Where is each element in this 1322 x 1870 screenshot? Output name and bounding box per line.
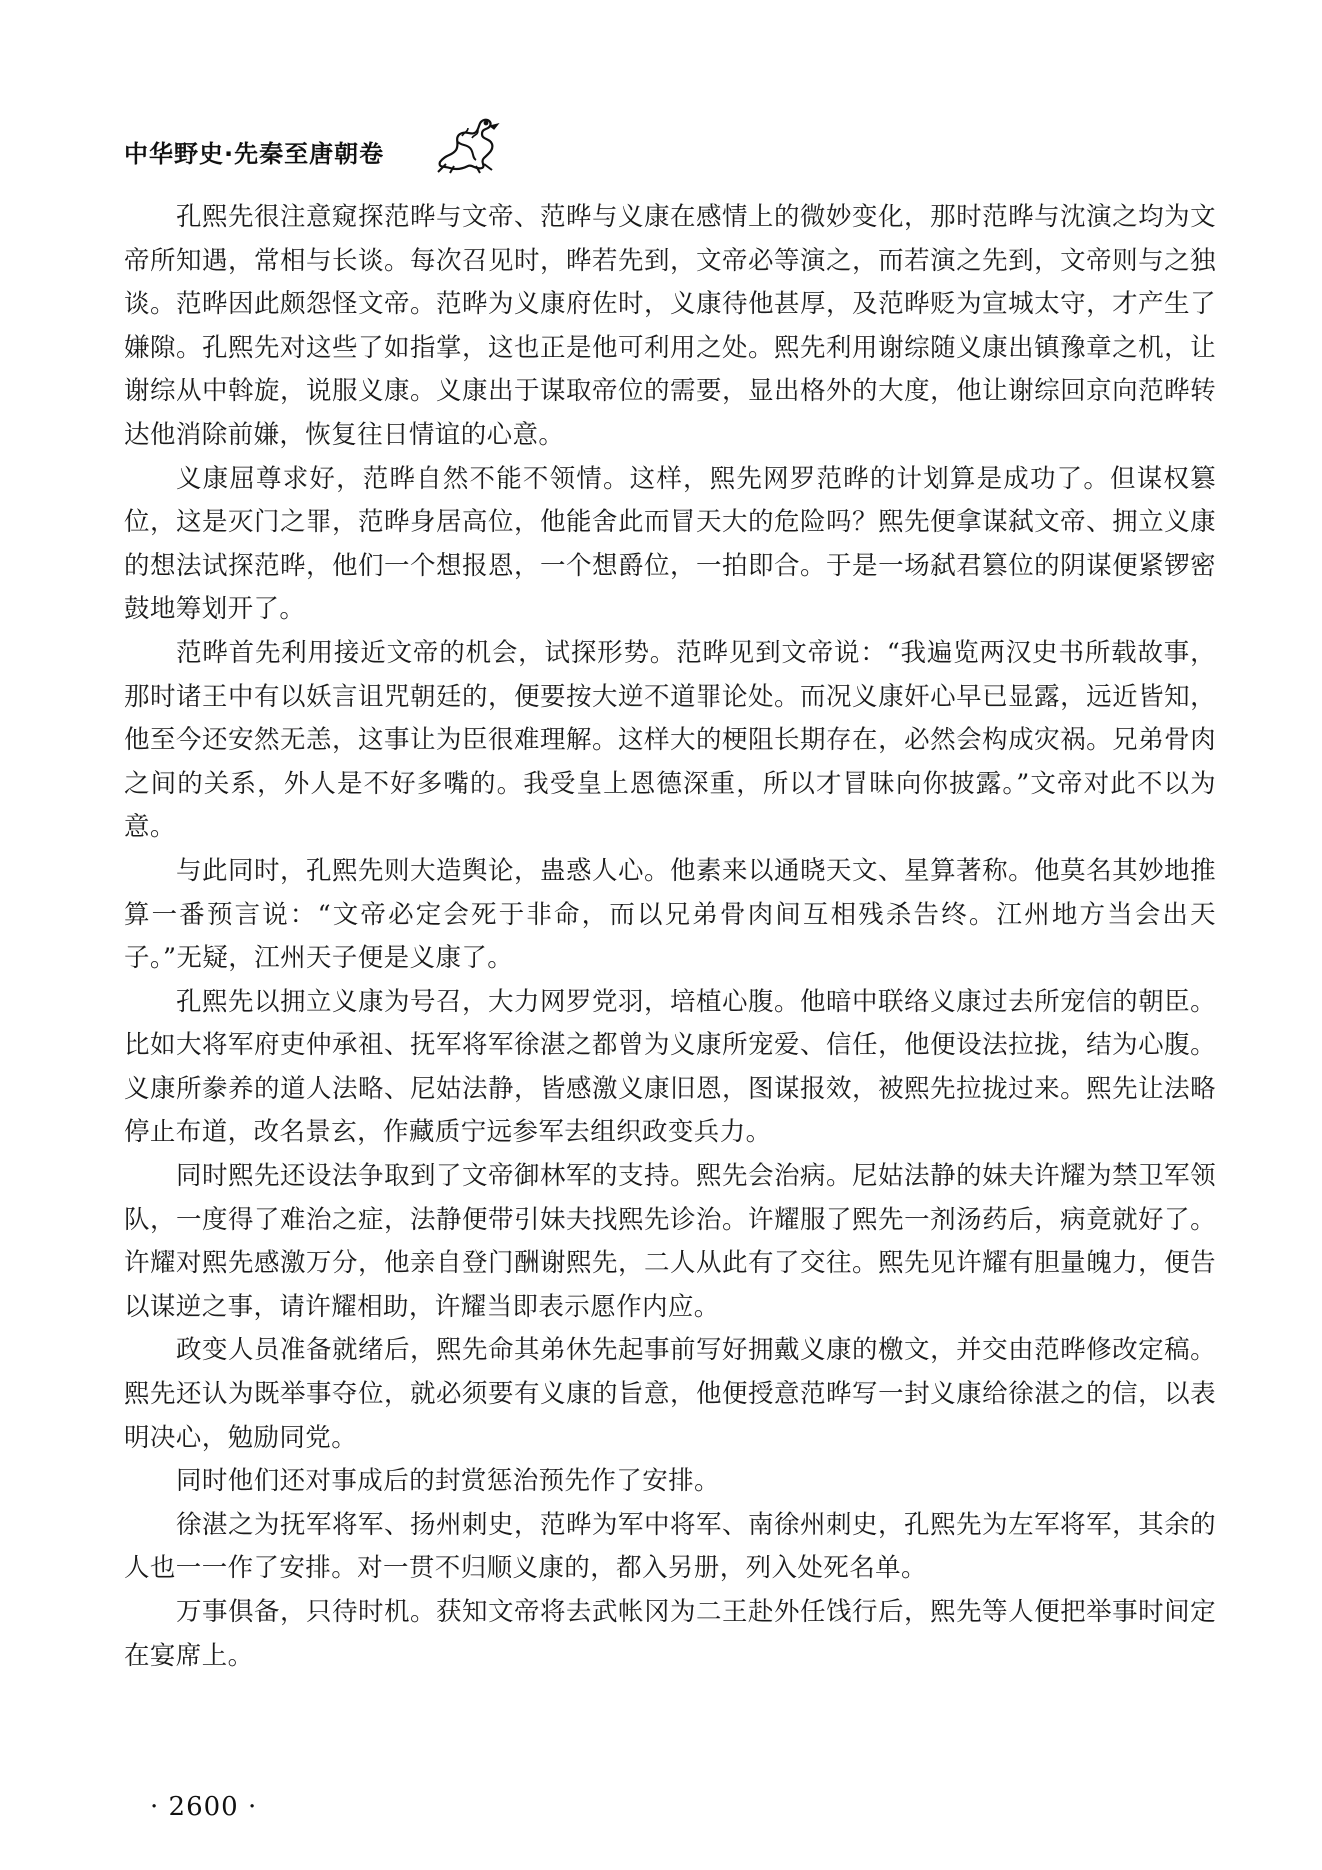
paragraph-10: 万事俱备，只待时机。获知文帝将去武帐冈为二王赴外任饯行后，熙先等人便把举事时间定在宴席上。	[124, 1597, 1216, 1671]
dragon-icon	[432, 114, 502, 174]
paragraph-7: 政变人员准备就绪后，熙先命其弟休先起事前写好拥戴义康的檄文，并交由范晔修改定稿。熙先还认为既举事夺位，就必须要有义康的旨意，他便授意范晔写一封义康给徐湛之的信，以表明决心，勉励同党。	[124, 1335, 1216, 1453]
article-body	[124, 196, 1216, 1678]
paragraph-2: 义康屈尊求好，范晔自然不能不领情。这样，熙先网罗范晔的计划算是成功了。但谋权篡位，这是灭门之罪，范晔身居高位，他能舍此而冒天大的危险吗？熙先便拿谋弑文帝、拥立义康的想法试探范晔，他们一个想报恩，一个想爵位，一拍即合。于是一场弑君篡位的阴谋便紧锣密鼓地筹划开了。	[124, 463, 1216, 625]
paragraph-6: 同时熙先还设法争取到了文帝御林军的支持。熙先会治病。尼姑法静的妹夫许耀为禁卫军领队，一度得了难治之症，法静便带引妹夫找熙先诊治。许耀服了熙先一剂汤药后，病竟就好了。许耀对熙先感激万分，他亲自登门酬谢熙先，二人从此有了交往。熙先见许耀有胆量魄力，便告以谋逆之事，请许耀相助，许耀当即表示愿作内应。	[124, 1161, 1216, 1322]
paragraph-1: 孔熙先很注意窥探范晔与文帝、范晔与义康在感情上的微妙变化，那时范晔与沈演之均为文帝所知遇，常相与长谈。每次召见时，晔若先到，文帝必等演之，而若演之先到，文帝则与之独谈。范晔因此颇怨怪文帝。范晔为义康府佐时，义康待他甚厚，及范晔贬为宣城太守，才产生了嫌隙。孔熙先对这些了如指掌，这也正是他可利用之处。熙先利用谢综随义康出镇豫章之机，让谢综从中斡旋，说服义康。义康出于谋取帝位的需要，显出格外的大度，他让谢综回京向范晔转达他消除前嫌，恢复往日情谊的心意。	[124, 202, 1216, 450]
paragraph-4: 与此同时，孔熙先则大造舆论，蛊惑人心。他素来以通晓天文、星算著称。他莫名其妙地推算一番预言说：“文帝必定会死于非命，而以兄弟骨肉间互相残杀告终。江州地方当会出天子。”无疑，江州天子便是义康了。	[124, 855, 1216, 974]
paragraph-9: 徐湛之为抚军将军、扬州刺史，范晔为军中将军、南徐州刺史，孔熙先为左军将军，其余的人也一一作了安排。对一贯不归顺义康的，都入另册，列入处死名单。	[124, 1509, 1216, 1584]
paragraph-3: 范晔首先利用接近文帝的机会，试探形势。范晔见到文帝说：“我遍览两汉史书所载故事，那时诸王中有以妖言诅咒朝廷的，便要按大逆不道罪论处。而况义康奸心早已显露，远近皆知，他至今还安然无恙，这事让为臣很难理解。这样大的梗阻长期存在，必然会构成灾祸。兄弟骨肉之间的关系，外人是不好多嘴的。我受皇上恩德深重，所以才冒昧向你披露。”文帝对此不以为意。	[124, 637, 1216, 843]
paragraph-8: 同时他们还对事成后的封赏惩治预先作了安排。	[176, 1466, 720, 1497]
paragraph-5: 孔熙先以拥立义康为号召，大力网罗党羽，培植心腹。他暗中联络义康过去所宠信的朝臣。比如大将军府吏仲承祖、抚军将军徐湛之都曾为义康所宠爱、信任，他便设法拉拢，结为心腹。义康所豢养的道人法略、尼姑法静，皆感激义康旧恩，图谋报效，被熙先拉拢过来。熙先让法略停止布道，改名景玄，作藏质宁远参军去组织政变兵力。	[124, 986, 1216, 1148]
page-number: · 2600 ·	[150, 1792, 258, 1822]
book-title: 中华野史·先秦至唐朝卷	[124, 139, 385, 168]
running-header	[124, 128, 502, 174]
